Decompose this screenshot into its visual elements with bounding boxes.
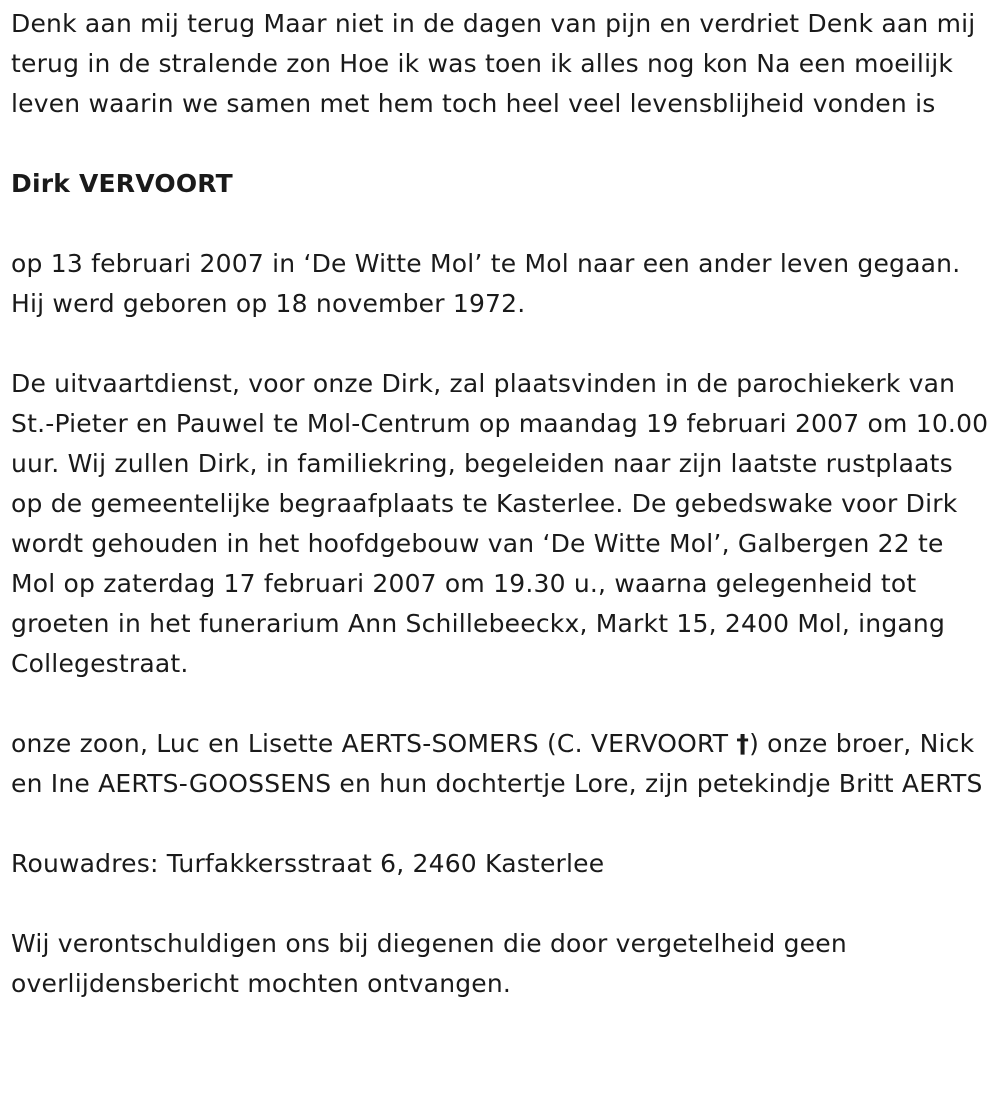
- poem-paragraph: Denk aan mij terug Maar niet in de dagen van pijn en verdriet Denk aan mij terug in de stralende zon Hoe ik was toen ik alles nog kon Na een moeilijk leven waarin we samen met hem toch heel veel levensblijheid vonden is: [11, 9, 976, 118]
- family-text-part1: onze zoon, Luc en Lisette AERTS-SOMERS (C. VERVOORT: [11, 729, 737, 758]
- cross-icon: †: [736, 729, 750, 758]
- apology-paragraph: Wij verontschuldigen ons bij diegenen die door vergetelheid geen overlijdensbericht mochten ontvangen.: [11, 929, 847, 998]
- address-paragraph: Rouwadres: Turfakkersstraat 6, 2460 Kasterlee: [11, 849, 605, 878]
- family-paragraph: [11, 724, 991, 804]
- funeral-paragraph: De uitvaartdienst, voor onze Dirk, zal plaatsvinden in de parochiekerk van St.-Pieter en Pauwel te Mol-Centrum op maandag 19 februari 2007 om 10.00 uur. Wij zullen Dirk, in familiekring, begeleiden naar zijn laatste rustplaats op de gemeentelijke begraafplaats te Kasterlee. De gebedswake voor Dirk wordt gehouden in het hoofdgebouw van ‘De Witte Mol’, Galbergen 22 te Mol op zaterdag 17 februari 2007 om 19.30 u., waarna gelegenheid tot groeten in het funerarium Ann Schillebeeckx, Markt 15, 2400 Mol, ingang Collegestraat.: [11, 369, 989, 678]
- deceased-name: Dirk VERVOORT: [11, 169, 233, 198]
- death-birth-paragraph: op 13 februari 2007 in ‘De Witte Mol’ te Mol naar een ander leven gegaan. Hij werd geboren op 18 november 1972.: [11, 249, 961, 318]
- family-text-part2: ) onze broer, Nick en Ine AERTS-GOOSSENS en hun dochtertje Lore, zijn petekindje Britt AERTS: [11, 729, 983, 798]
- obituary-document: [11, 4, 991, 1004]
